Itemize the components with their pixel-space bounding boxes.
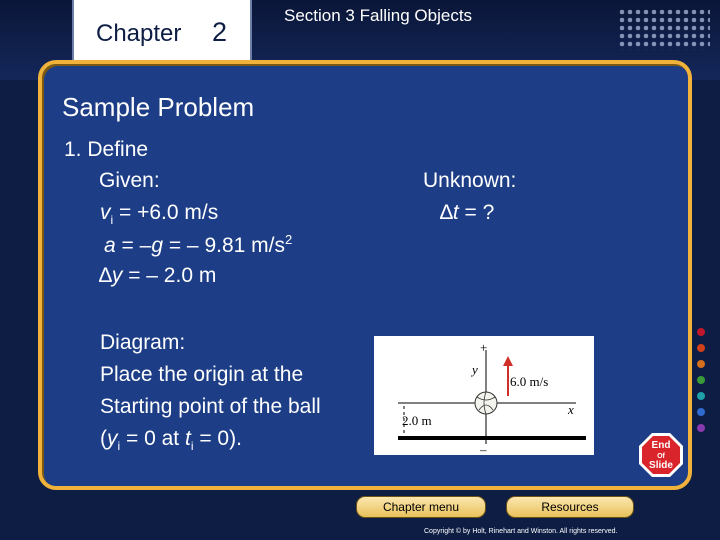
- a-eq: = –: [115, 234, 152, 257]
- of-text: Of: [657, 453, 665, 460]
- var-t: t: [452, 201, 459, 224]
- decorative-dot-grid: [618, 8, 710, 50]
- var-t: t: [184, 427, 191, 450]
- var-a: a: [104, 234, 116, 257]
- plus-label: +: [480, 340, 488, 355]
- resources-button[interactable]: Resources: [506, 496, 634, 518]
- dy-value: = – 2.0 m: [122, 264, 217, 287]
- diagram-line-3: [100, 427, 242, 453]
- chapter-number: 2: [212, 17, 228, 47]
- diagram-svg: [374, 336, 594, 455]
- end-of-slide-stop-icon: [638, 432, 684, 478]
- chapter-menu-button[interactable]: Chapter menu: [356, 496, 486, 518]
- diagram-figure: [374, 336, 594, 455]
- y-axis-label: y: [472, 362, 478, 377]
- var-v: v: [100, 201, 111, 224]
- step-define: 1. Define: [64, 138, 149, 161]
- end-text: End: [651, 440, 671, 451]
- paren-open: (: [100, 427, 107, 450]
- delta-symbol: ∆: [440, 201, 453, 224]
- section-label: Section 3: [284, 6, 355, 25]
- var-g: g: [151, 234, 163, 257]
- slide-heading: Sample Problem: [62, 92, 255, 122]
- velocity-arrowhead: [503, 356, 513, 366]
- chapter-label: Chapter: [96, 20, 182, 47]
- paren-close: = 0).: [193, 427, 242, 450]
- sub-i: i: [117, 439, 121, 454]
- dot-orange: [697, 360, 705, 368]
- color-dots: [697, 328, 711, 440]
- delta-symbol: ∆: [99, 264, 112, 287]
- var-y: y: [107, 427, 118, 450]
- dot-orange-red: [697, 344, 705, 352]
- dot-teal: [697, 392, 705, 400]
- copyright-text: Copyright © by Holt, Rinehart and Winston. All rights reserved.: [424, 528, 618, 535]
- sub-i: i: [110, 213, 114, 228]
- diagram-line-1: Place the origin at the: [100, 363, 304, 386]
- a-exponent: 2: [284, 232, 293, 247]
- unknown-value: = ?: [458, 201, 495, 224]
- given-displacement: [99, 264, 216, 288]
- diagram-line-2: Starting point of the ball: [100, 395, 321, 418]
- sub-i: i: [190, 439, 194, 454]
- vi-value: = +6.0 m/s: [113, 201, 219, 224]
- x-axis-label: x: [568, 402, 574, 417]
- height-label: 2.0 m: [402, 413, 432, 428]
- given-acceleration: [104, 232, 292, 258]
- dot-purple: [697, 424, 705, 432]
- section-name: Falling Objects: [359, 6, 473, 25]
- dot-blue: [697, 408, 705, 416]
- var-y: y: [111, 264, 123, 287]
- equals-text: = 0 at: [120, 427, 185, 450]
- slide-text: Slide: [649, 460, 673, 471]
- section-title: [284, 6, 472, 26]
- given-label: Given:: [99, 169, 160, 192]
- diagram-label: Diagram:: [100, 331, 186, 354]
- end-of-slide-button[interactable]: [638, 432, 684, 478]
- dot-green: [697, 376, 705, 384]
- unknown-label: Unknown:: [423, 169, 517, 192]
- unknown-time: [440, 201, 494, 225]
- a-value: = – 9.81 m/s: [163, 234, 285, 257]
- dot-red: [697, 328, 705, 336]
- velocity-label: 6.0 m/s: [510, 374, 549, 389]
- minus-label: –: [480, 442, 487, 455]
- volleyball-icon: [475, 392, 497, 414]
- given-initial-velocity: [100, 201, 218, 227]
- ground-line: [398, 436, 586, 440]
